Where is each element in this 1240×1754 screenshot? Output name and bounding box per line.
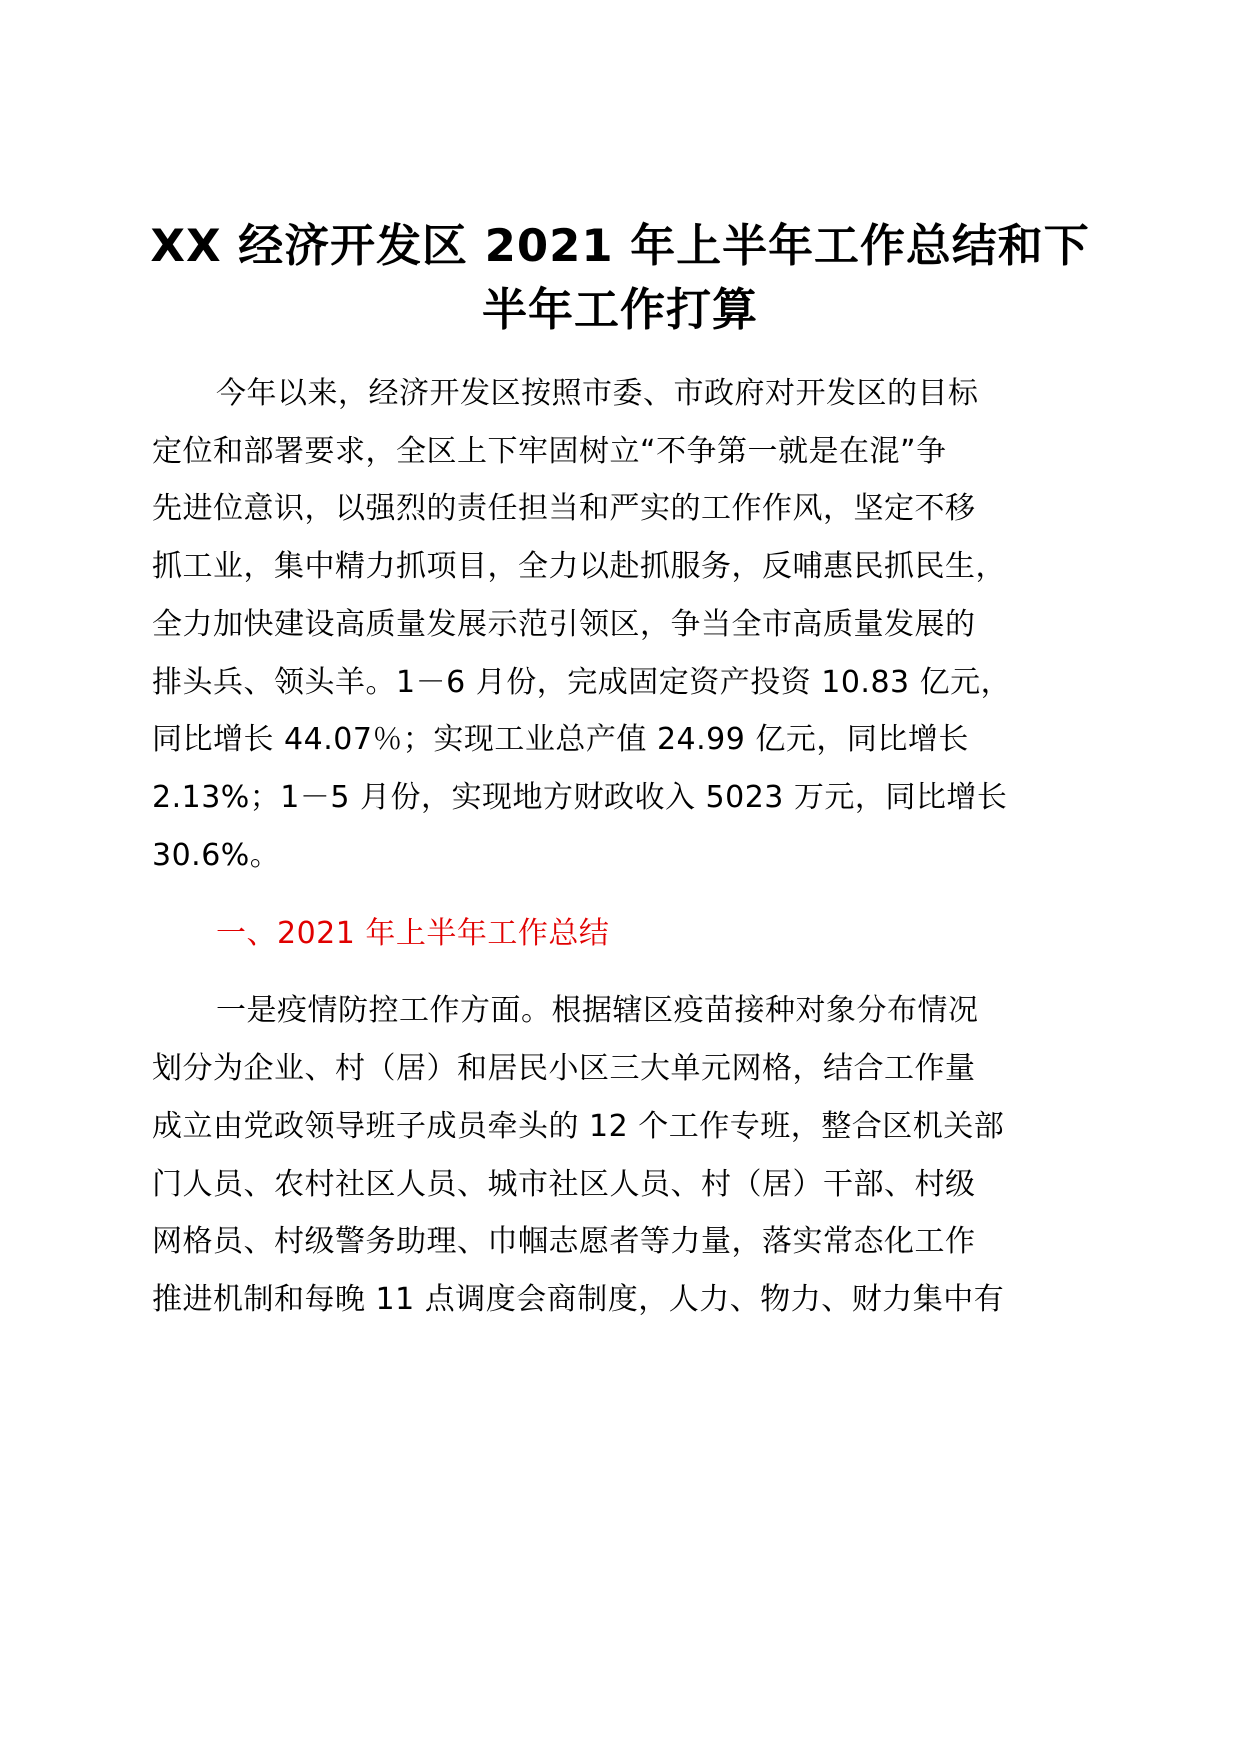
section-line: 门人员、农村社区人员、城市社区人员、村（居）干部、村级 (152, 1167, 976, 1202)
intro-line: 定位和部署要求，全区上下牢固树立“不争第一就是在混”争 (152, 434, 947, 469)
intro-line: 同比增长 44.07％；实现工业总产值 24.99 亿元，同比增长 (152, 722, 969, 757)
intro-line: 2.13%；1－5 月份，实现地方财政收入 5023 万元，同比增长 (152, 780, 1008, 815)
section-line: 成立由党政领导班子成员牵头的 12 个工作专班，整合区机关部 (152, 1109, 1005, 1144)
section-line: 推进机制和每晚 11 点调度会商制度，人力、物力、财力集中有 (152, 1282, 1005, 1317)
intro-line: 全力加快建设高质量发展示范引领区，争当全市高质量发展的 (152, 607, 976, 642)
intro-line: 先进位意识，以强烈的责任担当和严实的工作作风，坚定不移 (152, 491, 976, 526)
section-heading: 一、2021 年上半年工作总结 (216, 916, 610, 951)
section-line: 划分为企业、村（居）和居民小区三大单元网格，结合工作量 (152, 1051, 976, 1086)
document-title-line-2: 半年工作打算 (481, 283, 758, 336)
section-line: 一是疫情防控工作方面。根据辖区疫苗接种对象分布情况 (216, 993, 979, 1028)
intro-line: 今年以来，经济开发区按照市委、市政府对开发区的目标 (216, 376, 979, 411)
section-line: 网格员、村级警务助理、巾帼志愿者等力量，落实常态化工作 (152, 1224, 976, 1259)
intro-line: 30.6%。 (152, 838, 281, 873)
intro-line: 抓工业，集中精力抓项目，全力以赴抓服务，反哺惠民抓民生， (152, 549, 1006, 584)
intro-line: 排头兵、领头羊。1－6 月份，完成固定资产投资 10.83 亿元， (152, 665, 1012, 700)
document-title-line-1: XX 经济开发区 2021 年上半年工作总结和下 (150, 219, 1090, 272)
